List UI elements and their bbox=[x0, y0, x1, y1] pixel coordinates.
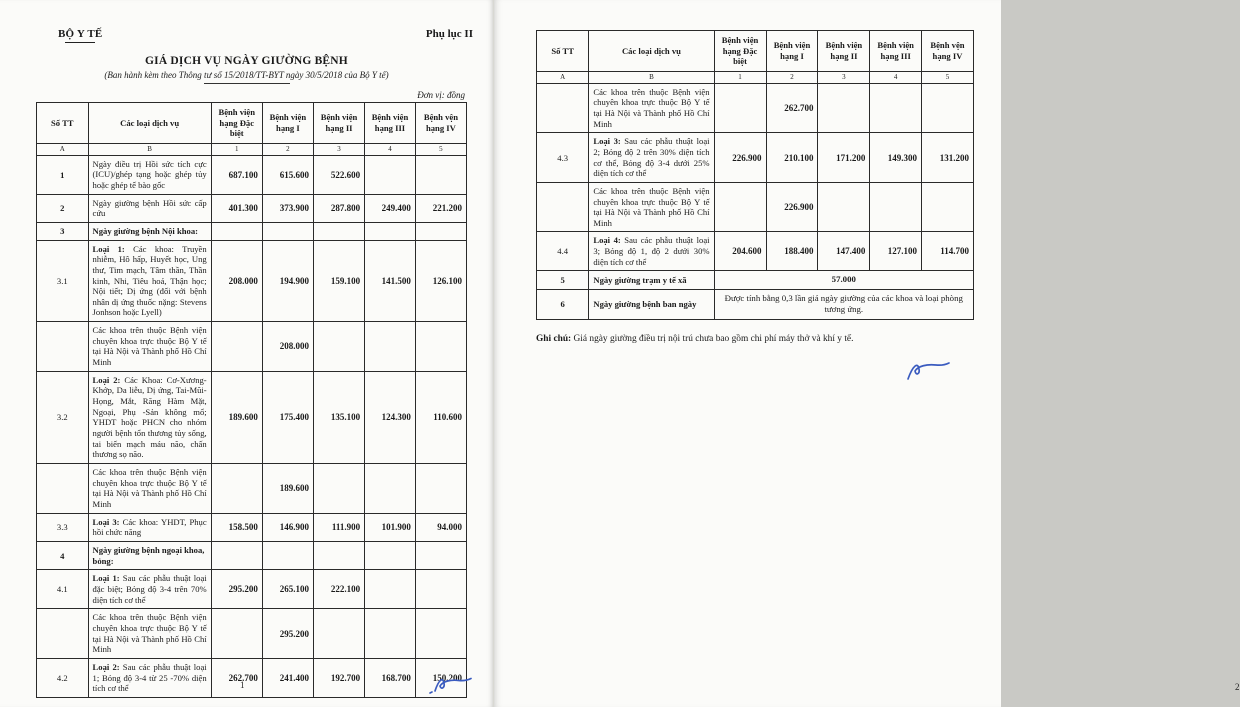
price-cell: 111.900 bbox=[313, 513, 364, 541]
document-page-2 bbox=[493, 0, 1240, 707]
column-code: 3 bbox=[313, 144, 364, 155]
price-cell: 114.700 bbox=[921, 232, 973, 271]
pen-mark-icon bbox=[903, 355, 953, 385]
column-header: Bệnh vện hạng IV bbox=[415, 103, 466, 144]
price-cell bbox=[365, 322, 416, 372]
table-row bbox=[537, 182, 974, 232]
column-header: Bệnh viện hạng I bbox=[262, 103, 313, 144]
table-row bbox=[37, 155, 467, 194]
table-row bbox=[37, 541, 467, 569]
price-cell bbox=[415, 155, 466, 194]
table-row bbox=[537, 271, 974, 289]
subtitle-underline bbox=[204, 83, 290, 84]
table-row bbox=[37, 570, 467, 609]
price-cell bbox=[365, 222, 416, 240]
row-number-cell: 3.3 bbox=[37, 513, 89, 541]
column-header: Bệnh viện hạng II bbox=[313, 103, 364, 144]
column-code: 3 bbox=[818, 72, 870, 83]
price-cell: 126.100 bbox=[415, 240, 466, 322]
price-cell bbox=[818, 182, 870, 232]
service-name-cell: Loại 1: Các khoa: Truyền nhiễm, Hô hấp, Huyết học, Ung thư, Tim mạch, Tâm thần, Thần kinh, Nhi, Tiêu hoá, Thận học; Nội tiết; Dị ứng (đối với bệnh nhân dị ứng thuốc nặng: Stevens Jonhson hoặc Lyell) bbox=[88, 240, 211, 322]
price-cell bbox=[211, 464, 262, 514]
price-cell: 194.900 bbox=[262, 240, 313, 322]
price-cell bbox=[415, 541, 466, 569]
column-header: Bệnh vện hạng IV bbox=[921, 31, 973, 72]
price-cell: 192.700 bbox=[313, 658, 364, 697]
column-code: 5 bbox=[921, 72, 973, 83]
service-name-cell: Ngày giường bệnh Hồi sức cấp cứu bbox=[88, 194, 211, 222]
page-number-2: 2 bbox=[1235, 682, 1240, 692]
price-cell: 208.000 bbox=[262, 322, 313, 372]
column-code-row bbox=[37, 144, 467, 155]
column-code: B bbox=[589, 72, 714, 83]
price-cell bbox=[313, 222, 364, 240]
row-number-cell: 4.1 bbox=[37, 570, 89, 609]
column-header: Bệnh viện hạng III bbox=[870, 31, 922, 72]
service-type-label: Loại 3: bbox=[593, 136, 621, 147]
column-code: 1 bbox=[714, 72, 766, 83]
price-cell: 101.900 bbox=[365, 513, 416, 541]
row-number-cell: 5 bbox=[537, 271, 589, 289]
price-cell: 171.200 bbox=[818, 133, 870, 183]
service-type-label: Loại 2: bbox=[92, 661, 120, 672]
price-cell: 226.900 bbox=[714, 133, 766, 183]
price-cell: 265.100 bbox=[262, 570, 313, 609]
price-cell: 249.400 bbox=[365, 194, 416, 222]
column-code: 2 bbox=[262, 144, 313, 155]
service-name-cell: Các khoa trên thuộc Bệnh viện chuyên khoa trực thuộc Bộ Y tế tại Hà Nội và Thành phố Hồ Chí Minh bbox=[589, 83, 714, 133]
row-number-cell: 3.2 bbox=[37, 371, 89, 463]
row-number-cell bbox=[37, 322, 89, 372]
price-cell bbox=[870, 182, 922, 232]
ministry-text: BỘ Y TẾ bbox=[58, 28, 103, 40]
header-row bbox=[537, 31, 974, 72]
appendix-label: Phụ lục II bbox=[425, 28, 473, 40]
price-cell: 295.200 bbox=[211, 570, 262, 609]
price-cell: 208.000 bbox=[211, 240, 262, 322]
price-cell bbox=[415, 222, 466, 240]
ministry-heading bbox=[58, 28, 102, 43]
footnote-label: Ghi chú: bbox=[536, 333, 572, 344]
price-table-page1 bbox=[36, 102, 467, 698]
price-cell bbox=[262, 222, 313, 240]
pen-mark-icon bbox=[426, 672, 474, 698]
price-cell bbox=[365, 609, 416, 659]
price-cell bbox=[714, 182, 766, 232]
price-cell: 146.900 bbox=[262, 513, 313, 541]
price-cell bbox=[415, 464, 466, 514]
price-cell: 159.100 bbox=[313, 240, 364, 322]
price-cell: 110.600 bbox=[415, 371, 466, 463]
table-row bbox=[537, 289, 974, 319]
row-number-cell bbox=[537, 182, 589, 232]
price-cell bbox=[211, 609, 262, 659]
service-name-cell: Ngày giường trạm y tế xã bbox=[589, 271, 714, 289]
service-name-cell: Loại 2: Sau các phẫu thuật loại 1; Bỏng độ 3-4 từ 25 -70% diện tích cơ thể bbox=[88, 658, 211, 697]
table-row bbox=[37, 371, 467, 463]
document-subtitle: (Ban hành kèm theo Thông tư số 15/2018/TT-BYT ngày 30/5/2018 của Bộ Y tế) bbox=[104, 70, 389, 80]
column-header: Bệnh viện hạng Đặc biệt bbox=[211, 103, 262, 144]
column-code: 1 bbox=[211, 144, 262, 155]
price-cell: 262.700 bbox=[766, 83, 818, 133]
price-cell: 221.200 bbox=[415, 194, 466, 222]
price-cell bbox=[211, 541, 262, 569]
service-name-cell: Ngày điều trị Hồi sức tích cực (ICU)/ghép tạng hoặc ghép tủy hoặc ghép tế bào gốc bbox=[88, 155, 211, 194]
price-table-page2 bbox=[536, 30, 974, 320]
column-code: A bbox=[537, 72, 589, 83]
price-cell bbox=[415, 322, 466, 372]
column-header: Bệnh viện hạng I bbox=[766, 31, 818, 72]
row-number-cell: 4.4 bbox=[537, 232, 589, 271]
price-cell: 189.600 bbox=[211, 371, 262, 463]
price-cell: 150.200 bbox=[415, 658, 466, 697]
price-cell bbox=[415, 609, 466, 659]
service-type-label: Loại 2: bbox=[92, 374, 121, 385]
header-row bbox=[37, 103, 467, 144]
price-cell: 158.500 bbox=[211, 513, 262, 541]
price-cell bbox=[921, 83, 973, 133]
service-name-cell: Các khoa trên thuộc Bệnh viện chuyên khoa trực thuộc Bộ Y tế tại Hà Nội và Thành phố Hồ Chí Minh bbox=[88, 609, 211, 659]
table-row bbox=[537, 232, 974, 271]
footnote-text: Giá ngày giường điều trị nội trú chưa bao gồm chi phí máy thở và khí y tế. bbox=[571, 333, 854, 344]
price-cell bbox=[365, 570, 416, 609]
service-name-cell: Loại 2: Các Khoa: Cơ-Xương-Khớp, Da liễu, Dị ứng, Tai-Mũi-Họng, Mắt, Răng Hàm Mặt, Ngoại, Phụ -Sản không mổ; YHDT hoặc PHCN cho nhóm người bệnh tổn thương tủy sống, tai biến mạch máu não, chấn thương sọ não. bbox=[88, 371, 211, 463]
table-row bbox=[37, 464, 467, 514]
price-cell: 124.300 bbox=[365, 371, 416, 463]
price-cell: 147.400 bbox=[818, 232, 870, 271]
column-header: Các loại dịch vụ bbox=[589, 31, 714, 72]
row-number-cell bbox=[37, 609, 89, 659]
unit-label: Đơn vị: đồng bbox=[417, 90, 465, 100]
column-code: 4 bbox=[365, 144, 416, 155]
service-type-label: Loại 1: bbox=[92, 243, 125, 254]
price-cell: 149.300 bbox=[870, 133, 922, 183]
column-code: 5 bbox=[415, 144, 466, 155]
table-row bbox=[37, 222, 467, 240]
row-number-cell: 3.1 bbox=[37, 240, 89, 322]
row-number-cell: 2 bbox=[37, 194, 89, 222]
service-name-cell: Ngày giường bệnh ngoại khoa, bỏng: bbox=[88, 541, 211, 569]
column-header: Số TT bbox=[37, 103, 89, 144]
price-cell: 204.600 bbox=[714, 232, 766, 271]
table-row bbox=[37, 322, 467, 372]
price-cell bbox=[313, 322, 364, 372]
service-type-label: Loại 4: bbox=[593, 235, 621, 246]
column-header: Các loại dịch vụ bbox=[88, 103, 211, 144]
table-row bbox=[37, 609, 467, 659]
price-cell bbox=[818, 83, 870, 133]
price-cell bbox=[365, 464, 416, 514]
row-number-cell bbox=[37, 464, 89, 514]
price-cell: 615.600 bbox=[262, 155, 313, 194]
price-cell: 226.900 bbox=[766, 182, 818, 232]
column-code-row bbox=[537, 72, 974, 83]
service-name-cell: Ngày giường bệnh Nội khoa: bbox=[88, 222, 211, 240]
price-cell bbox=[211, 222, 262, 240]
price-cell bbox=[415, 570, 466, 609]
price-cell: 175.400 bbox=[262, 371, 313, 463]
column-code: B bbox=[88, 144, 211, 155]
price-cell: 188.400 bbox=[766, 232, 818, 271]
price-cell bbox=[870, 83, 922, 133]
price-cell: 262.700 bbox=[211, 658, 262, 697]
column-code: 2 bbox=[766, 72, 818, 83]
service-name-cell: Loại 4: Sau các phẫu thuật loại 3; Bỏng độ 1, độ 2 dưới 30% diện tích cơ thể bbox=[589, 232, 714, 271]
price-cell: 189.600 bbox=[262, 464, 313, 514]
table-row bbox=[37, 194, 467, 222]
service-name-cell: Loại 3: Các khoa: YHDT, Phục hồi chức năng bbox=[88, 513, 211, 541]
row-number-cell: 3 bbox=[37, 222, 89, 240]
row-number-cell: 1 bbox=[37, 155, 89, 194]
price-cell bbox=[313, 464, 364, 514]
ministry-underline bbox=[65, 42, 95, 43]
price-cell: 127.100 bbox=[870, 232, 922, 271]
price-cell: 287.800 bbox=[313, 194, 364, 222]
table-row bbox=[37, 513, 467, 541]
service-type-label: Loại 3: bbox=[92, 516, 120, 527]
service-name-cell: Các khoa trên thuộc Bệnh viện chuyên khoa trực thuộc Bộ Y tế tại Hà Nội và Thành phố Hồ Chí Minh bbox=[589, 182, 714, 232]
column-header: Bệnh viện hạng Đặc biệt bbox=[714, 31, 766, 72]
table-row bbox=[537, 83, 974, 133]
price-cell bbox=[313, 609, 364, 659]
price-cell: 241.400 bbox=[262, 658, 313, 697]
price-cell: 401.300 bbox=[211, 194, 262, 222]
column-header: Bệnh viện hạng III bbox=[365, 103, 416, 144]
price-cell: 222.100 bbox=[313, 570, 364, 609]
table-row bbox=[537, 133, 974, 183]
merged-value-cell: 57.000 bbox=[714, 271, 973, 289]
service-name-cell: Ngày giường bệnh ban ngày bbox=[589, 289, 714, 319]
service-type-label: Loại 1: bbox=[92, 573, 120, 584]
price-cell: 373.900 bbox=[262, 194, 313, 222]
price-cell: 141.500 bbox=[365, 240, 416, 322]
price-cell: 522.600 bbox=[313, 155, 364, 194]
service-name-cell: Các khoa trên thuộc Bệnh viện chuyên khoa trực thuộc Bộ Y tế tại Hà Nội và Thành phố Hồ Chí Minh bbox=[88, 322, 211, 372]
table-row bbox=[37, 658, 467, 697]
price-cell bbox=[365, 541, 416, 569]
page1-header bbox=[0, 0, 493, 43]
price-cell bbox=[262, 541, 313, 569]
row-number-cell: 4.2 bbox=[37, 658, 89, 697]
footnote bbox=[536, 333, 991, 345]
price-cell: 131.200 bbox=[921, 133, 973, 183]
price-cell: 295.200 bbox=[262, 609, 313, 659]
price-cell bbox=[365, 155, 416, 194]
price-cell bbox=[313, 541, 364, 569]
page-number-1: 1 bbox=[240, 680, 245, 690]
column-header: Số TT bbox=[537, 31, 589, 72]
service-name-cell: Loại 3: Sau các phẫu thuật loại 2; Bỏng độ 2 trên 30% diện tích cơ thể, Bỏng độ 3-4 dưới 25% diện tích cơ thể bbox=[589, 133, 714, 183]
merged-value-cell: Được tính bằng 0,3 lần giá ngày giường của các khoa và loại phòng tương ứng. bbox=[714, 289, 973, 319]
row-number-cell: 4 bbox=[37, 541, 89, 569]
price-cell: 168.700 bbox=[365, 658, 416, 697]
document-page-1 bbox=[0, 0, 493, 707]
row-number-cell: 6 bbox=[537, 289, 589, 319]
service-name-cell: Loại 1: Sau các phẫu thuật loại đặc biệt; Bỏng độ 3-4 trên 70% diện tích cơ thể bbox=[88, 570, 211, 609]
price-cell: 687.100 bbox=[211, 155, 262, 194]
price-cell: 94.000 bbox=[415, 513, 466, 541]
column-header: Bệnh viện hạng II bbox=[818, 31, 870, 72]
price-cell: 135.100 bbox=[313, 371, 364, 463]
row-number-cell bbox=[537, 83, 589, 133]
price-cell bbox=[921, 182, 973, 232]
column-code: A bbox=[37, 144, 89, 155]
service-name-cell: Các khoa trên thuộc Bệnh viện chuyên khoa trực thuộc Bộ Y tế tại Hà Nội và Thành phố Hồ Chí Minh bbox=[88, 464, 211, 514]
table-row bbox=[37, 240, 467, 322]
column-code: 4 bbox=[870, 72, 922, 83]
price-cell bbox=[714, 83, 766, 133]
row-number-cell: 4.3 bbox=[537, 133, 589, 183]
price-cell bbox=[211, 322, 262, 372]
price-cell: 210.100 bbox=[766, 133, 818, 183]
document-title: GIÁ DỊCH VỤ NGÀY GIƯỜNG BỆNH bbox=[145, 55, 348, 67]
